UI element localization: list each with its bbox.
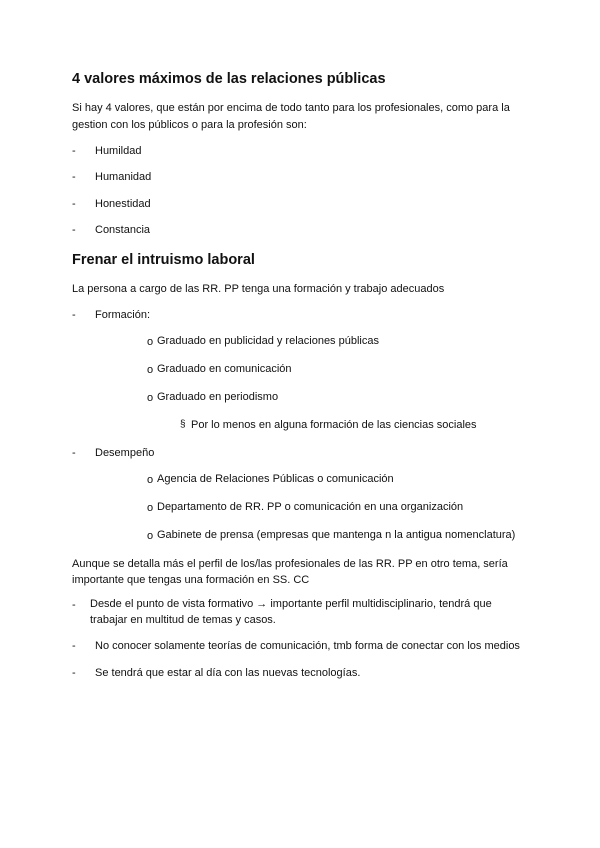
- value-item: Humanidad: [95, 171, 152, 183]
- value-item: Humildad: [95, 145, 142, 157]
- section-title-valores: 4 valores máximos de las relaciones públicas: [72, 71, 386, 87]
- dash-bullet: -: [72, 171, 76, 183]
- desempeno-label: Desempeño: [95, 447, 155, 459]
- circle-bullet: o: [147, 392, 154, 404]
- formacion-item: Graduado en comunicación: [157, 363, 292, 375]
- circle-bullet: o: [147, 502, 154, 514]
- dash-bullet: -: [72, 447, 76, 459]
- formacion-item: Graduado en publicidad y relaciones públicas: [157, 335, 379, 347]
- circle-bullet: o: [147, 474, 154, 486]
- dash-bullet: -: [72, 145, 76, 157]
- section-sign-bullet: §: [180, 419, 186, 430]
- point-item-line-1: Desde el punto de vista formativo → importante perfil multidisciplinario, tendrá que: [90, 598, 492, 610]
- intruismo-intro: La persona a cargo de las RR. PP tenga una formación y trabajo adecuados: [72, 283, 445, 295]
- point-item: No conocer solamente teorías de comunicación, tmb forma de conectar con los medios: [95, 640, 520, 652]
- intro-line-1: Si hay 4 valores, que están por encima de todo tanto para los profesionales, como para la: [72, 102, 510, 114]
- circle-bullet: o: [147, 530, 154, 542]
- circle-bullet: o: [147, 364, 154, 376]
- section-title-intruismo: Frenar el intruismo laboral: [72, 252, 255, 268]
- formacion-label: Formación:: [95, 309, 151, 321]
- circle-bullet: o: [147, 336, 154, 348]
- dash-bullet: -: [72, 599, 76, 611]
- point-item: Se tendrá que estar al día con las nuevas tecnologías.: [95, 667, 361, 679]
- desempeno-item: Gabinete de prensa (empresas que mantenga n la antigua nomenclatura): [157, 529, 516, 541]
- perfil-line-2: importante que tengas una formación en SS. CC: [72, 574, 310, 586]
- dash-bullet: -: [72, 198, 76, 210]
- dash-bullet: -: [72, 224, 76, 236]
- desempeno-item: Departamento de RR. PP o comunicación en una organización: [157, 501, 464, 513]
- dash-bullet: -: [72, 309, 76, 321]
- intro-line-2: gestion con los públicos o para la profesión son:: [72, 119, 307, 131]
- formacion-item: Graduado en periodismo: [157, 391, 279, 403]
- value-item: Honestidad: [95, 198, 151, 210]
- perfil-line-1: Aunque se detalla más el perfil de los/las profesionales de las RR. PP en otro tema, sería: [72, 558, 508, 570]
- point-item-line-2: trabajar en multitud de temas y casos.: [90, 614, 276, 626]
- value-item: Constancia: [95, 224, 151, 236]
- desempeno-item: Agencia de Relaciones Públicas o comunicación: [157, 473, 394, 485]
- formacion-subitem: Por lo menos en alguna formación de las ciencias sociales: [191, 419, 477, 431]
- dash-bullet: -: [72, 667, 76, 679]
- dash-bullet: -: [72, 640, 76, 652]
